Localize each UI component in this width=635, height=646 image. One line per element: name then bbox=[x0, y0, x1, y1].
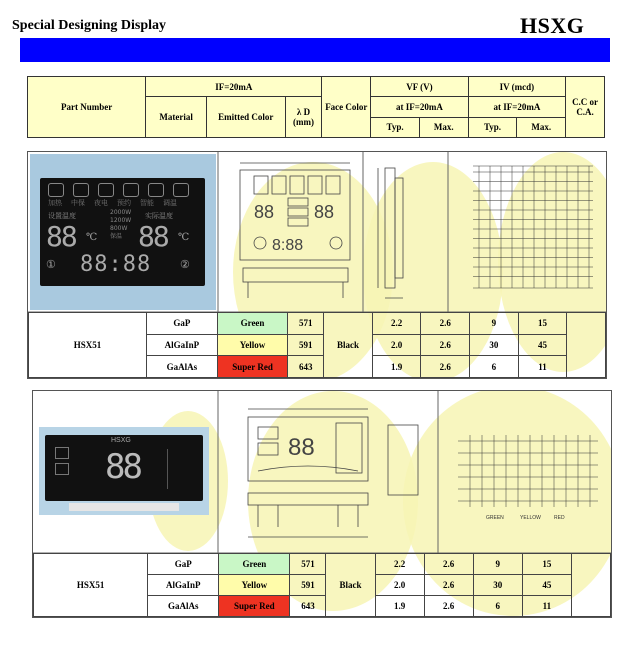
vf-max-cell: 2.6 bbox=[421, 313, 470, 335]
side-drawing-1 bbox=[373, 158, 443, 308]
fan-icon bbox=[55, 463, 69, 475]
adjust-icon bbox=[173, 183, 189, 197]
header-part-number: Part Number bbox=[28, 77, 146, 138]
cc-ca-cell bbox=[567, 313, 606, 378]
header-vf-typ: Typ. bbox=[371, 117, 420, 137]
wavelength-cell: 591 bbox=[288, 334, 324, 356]
header-face-color: Face Color bbox=[322, 77, 371, 138]
iv-max-cell: 45 bbox=[518, 334, 567, 356]
vf-max-cell: 2.6 bbox=[424, 596, 473, 617]
product-panel-1 bbox=[27, 151, 607, 379]
cc-ca-cell bbox=[571, 554, 610, 617]
night-icon bbox=[98, 183, 114, 197]
iv-max-cell: 11 bbox=[522, 596, 571, 617]
lcd-face-2 bbox=[45, 435, 203, 501]
material-cell: AlGaInP bbox=[148, 575, 219, 596]
header-emitted-color: Emitted Color bbox=[206, 97, 285, 138]
vf-max-cell: 2.6 bbox=[421, 334, 470, 356]
header-iv-typ: Typ. bbox=[468, 117, 517, 137]
iv-typ-cell: 30 bbox=[470, 334, 519, 356]
material-cell: GaP bbox=[148, 554, 219, 575]
temp-digits-right: 88 bbox=[138, 220, 168, 253]
vf-max-cell: 2.6 bbox=[424, 554, 473, 575]
vf-max-cell: 2.6 bbox=[421, 356, 470, 378]
iv-typ-cell: 9 bbox=[470, 313, 519, 335]
product-table-2 bbox=[33, 553, 611, 617]
lcd2-digits: 88 bbox=[105, 447, 140, 487]
dimension-drawing-1 bbox=[228, 158, 358, 308]
page-title: Special Designing Display bbox=[12, 18, 167, 33]
iv-max-cell: 45 bbox=[522, 575, 571, 596]
clock-digits: 88:88 bbox=[80, 252, 152, 277]
product-table-1 bbox=[28, 312, 606, 378]
svg-text:88: 88 bbox=[254, 202, 275, 222]
iv-max-cell: 15 bbox=[518, 313, 567, 335]
smart-icon bbox=[148, 183, 164, 197]
lcd-label: 智能 bbox=[140, 199, 154, 207]
svg-text:88: 88 bbox=[314, 202, 335, 222]
real-temp-label: 实际温度 bbox=[145, 212, 173, 220]
material-cell: GaAlAs bbox=[147, 356, 218, 378]
set-temp-label: 设置温度 bbox=[48, 212, 76, 220]
iv-typ-cell: 6 bbox=[473, 596, 522, 617]
lcd-label: 预约 bbox=[117, 199, 131, 207]
legend-red: RED bbox=[554, 515, 565, 521]
heat-icon bbox=[48, 183, 64, 197]
material-cell: AlGaInP bbox=[147, 334, 218, 356]
vf-typ-cell: 2.0 bbox=[372, 334, 421, 356]
wavelength-cell: 571 bbox=[290, 554, 326, 575]
lcd-face-1 bbox=[40, 178, 205, 286]
wavelength-cell: 643 bbox=[290, 596, 326, 617]
legend-yellow: YELLOW bbox=[520, 515, 541, 521]
lcd-label: 调温 bbox=[163, 199, 177, 207]
vf-typ-cell: 2.2 bbox=[375, 554, 424, 575]
lcd-photo-1 bbox=[30, 154, 216, 310]
schedule-icon bbox=[123, 183, 139, 197]
iv-max-cell: 15 bbox=[522, 554, 571, 575]
part-number-cell: HSX51 bbox=[34, 554, 148, 617]
dimension-drawing-2 bbox=[228, 397, 433, 547]
temp-digits-left: 88 bbox=[46, 220, 76, 253]
part-number-cell: HSX51 bbox=[29, 313, 147, 378]
brand-title: HSXG bbox=[520, 13, 585, 38]
iv-max-cell: 11 bbox=[518, 356, 567, 378]
header-vf-max: Max. bbox=[419, 117, 468, 137]
material-cell: GaP bbox=[147, 313, 218, 335]
header-lambda: λ D (mm) bbox=[285, 97, 322, 138]
lcd-label: 加热 bbox=[48, 199, 62, 207]
lcd-brand-label: HSXG bbox=[111, 437, 131, 444]
power-1200: 1200W bbox=[110, 217, 132, 224]
header-material: Material bbox=[146, 97, 207, 138]
vf-typ-cell: 1.9 bbox=[375, 596, 424, 617]
circle-left: ① bbox=[46, 259, 56, 271]
lcd-label: 夜电 bbox=[94, 199, 108, 207]
svg-text:8:88: 8:88 bbox=[272, 237, 304, 254]
vf-typ-cell: 2.0 bbox=[375, 575, 424, 596]
vf-max-cell: 2.6 bbox=[424, 575, 473, 596]
header-cc-ca: C.C or C.A. bbox=[566, 77, 605, 138]
product-panel-2 bbox=[32, 390, 612, 618]
power-labels bbox=[110, 209, 131, 241]
wavelength-cell: 571 bbox=[288, 313, 324, 335]
icon-row bbox=[48, 183, 198, 197]
wavelength-cell: 591 bbox=[290, 575, 326, 596]
vf-typ-cell: 1.9 bbox=[372, 356, 421, 378]
status-label: 保温 bbox=[110, 233, 123, 240]
iv-typ-cell: 30 bbox=[473, 575, 522, 596]
circle-right: ② bbox=[180, 259, 190, 271]
face-color-cell: Black bbox=[324, 313, 373, 378]
header-vf-cond: at IF=20mA bbox=[371, 97, 468, 117]
iv-typ-cell: 9 bbox=[473, 554, 522, 575]
power-800: 800W bbox=[110, 225, 128, 232]
spec-header-table bbox=[27, 76, 605, 138]
lcd2-side-icons bbox=[167, 449, 192, 489]
circuit-schematic-2 bbox=[448, 431, 603, 551]
lcd-photo-2 bbox=[39, 427, 209, 515]
color-cell-green: Green bbox=[219, 554, 290, 575]
circuit-grid-1 bbox=[463, 158, 598, 308]
material-cell: GaAlAs bbox=[148, 596, 219, 617]
lcd-label: 中保 bbox=[71, 199, 85, 207]
hold-icon bbox=[73, 183, 89, 197]
color-cell-green: Green bbox=[217, 313, 288, 335]
header-if-group: IF=20mA bbox=[146, 77, 322, 97]
header-bar bbox=[20, 38, 610, 62]
vf-typ-cell: 2.2 bbox=[372, 313, 421, 335]
header-iv-cond: at IF=20mA bbox=[468, 97, 565, 117]
color-cell-red: Super Red bbox=[217, 356, 288, 378]
lcd2-pin-strip bbox=[69, 503, 179, 511]
color-cell-yellow: Yellow bbox=[219, 575, 290, 596]
iv-typ-cell: 6 bbox=[470, 356, 519, 378]
svg-text:88: 88 bbox=[288, 434, 315, 461]
color-cell-red: Super Red bbox=[219, 596, 290, 617]
face-color-cell: Black bbox=[326, 554, 375, 617]
chinese-label-row bbox=[48, 198, 177, 208]
wavelength-cell: 643 bbox=[288, 356, 324, 378]
header-iv-max: Max. bbox=[517, 117, 566, 137]
power-2000: 2000W bbox=[110, 209, 132, 216]
header-vf-title: VF (V) bbox=[371, 77, 468, 97]
legend-green: GREEN bbox=[486, 515, 504, 521]
header-iv-title: IV (mcd) bbox=[468, 77, 565, 97]
unit-right: ℃ bbox=[178, 232, 190, 243]
unit-left: ℃ bbox=[86, 232, 98, 243]
mode-icon bbox=[55, 447, 69, 459]
color-cell-yellow: Yellow bbox=[217, 334, 288, 356]
